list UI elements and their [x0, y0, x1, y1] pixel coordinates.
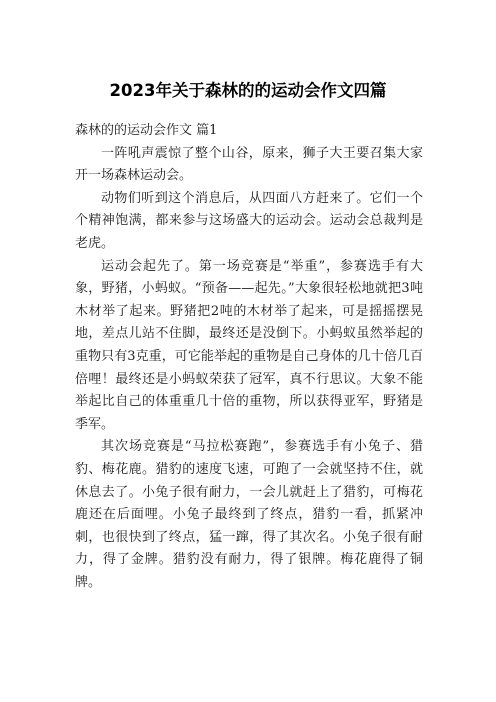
paragraph: 一阵吼声震惊了整个山谷，原来，狮子大王要召集大家开一场森林运动会。: [75, 145, 423, 184]
section-heading: 森林的的运动会作文 篇1: [75, 123, 218, 138]
paragraph: 动物们听到这个消息后，从四面八方赶来了。它们一个个精神饱满，都来参与这场盛大的运动会。运动会总裁判是老虎。: [75, 190, 423, 251]
paragraph: 其次场竞赛是“马拉松赛跑”，参赛选手有小兔子、猎豹、梅花鹿。猎豹的速度飞速，可跑了一会就坚持不住，就休息去了。小兔子很有耐力，一会儿就赶上了猎豹，可梅花鹿还在后面哩。小兔子最终到了终点，猎豹一看，抓紧冲刺，也很快到了终点，猛一蹿，得了其次名。小兔子很有耐力，得了金牌。猎豹没有耐力，得了银牌。梅花鹿得了铜牌。: [75, 439, 423, 590]
document-title: 2023年关于森林的的运动会作文四篇: [109, 81, 387, 100]
paragraph: 运动会起先了。第一场竞赛是“举重”，参赛选手有大象，野猪，小蚂蚁。“预备——起先。”大象很轻松地就把3吨木材举了起来。野猪把2吨的木材举了起来，可是摇摇摆晃地，差点儿站不住脚，最终还是没倒下。小蚂蚁虽然举起的重物只有3克重，可它能举起的重物是自己身体的几十倍几百倍哩！最终还是小蚂蚁荣获了冠军，真不行思议。大象不能举起比自己的体重重几十倍的重物，所以获得亚军，野猪是季军。: [75, 258, 423, 432]
document-body: [75, 120, 423, 594]
